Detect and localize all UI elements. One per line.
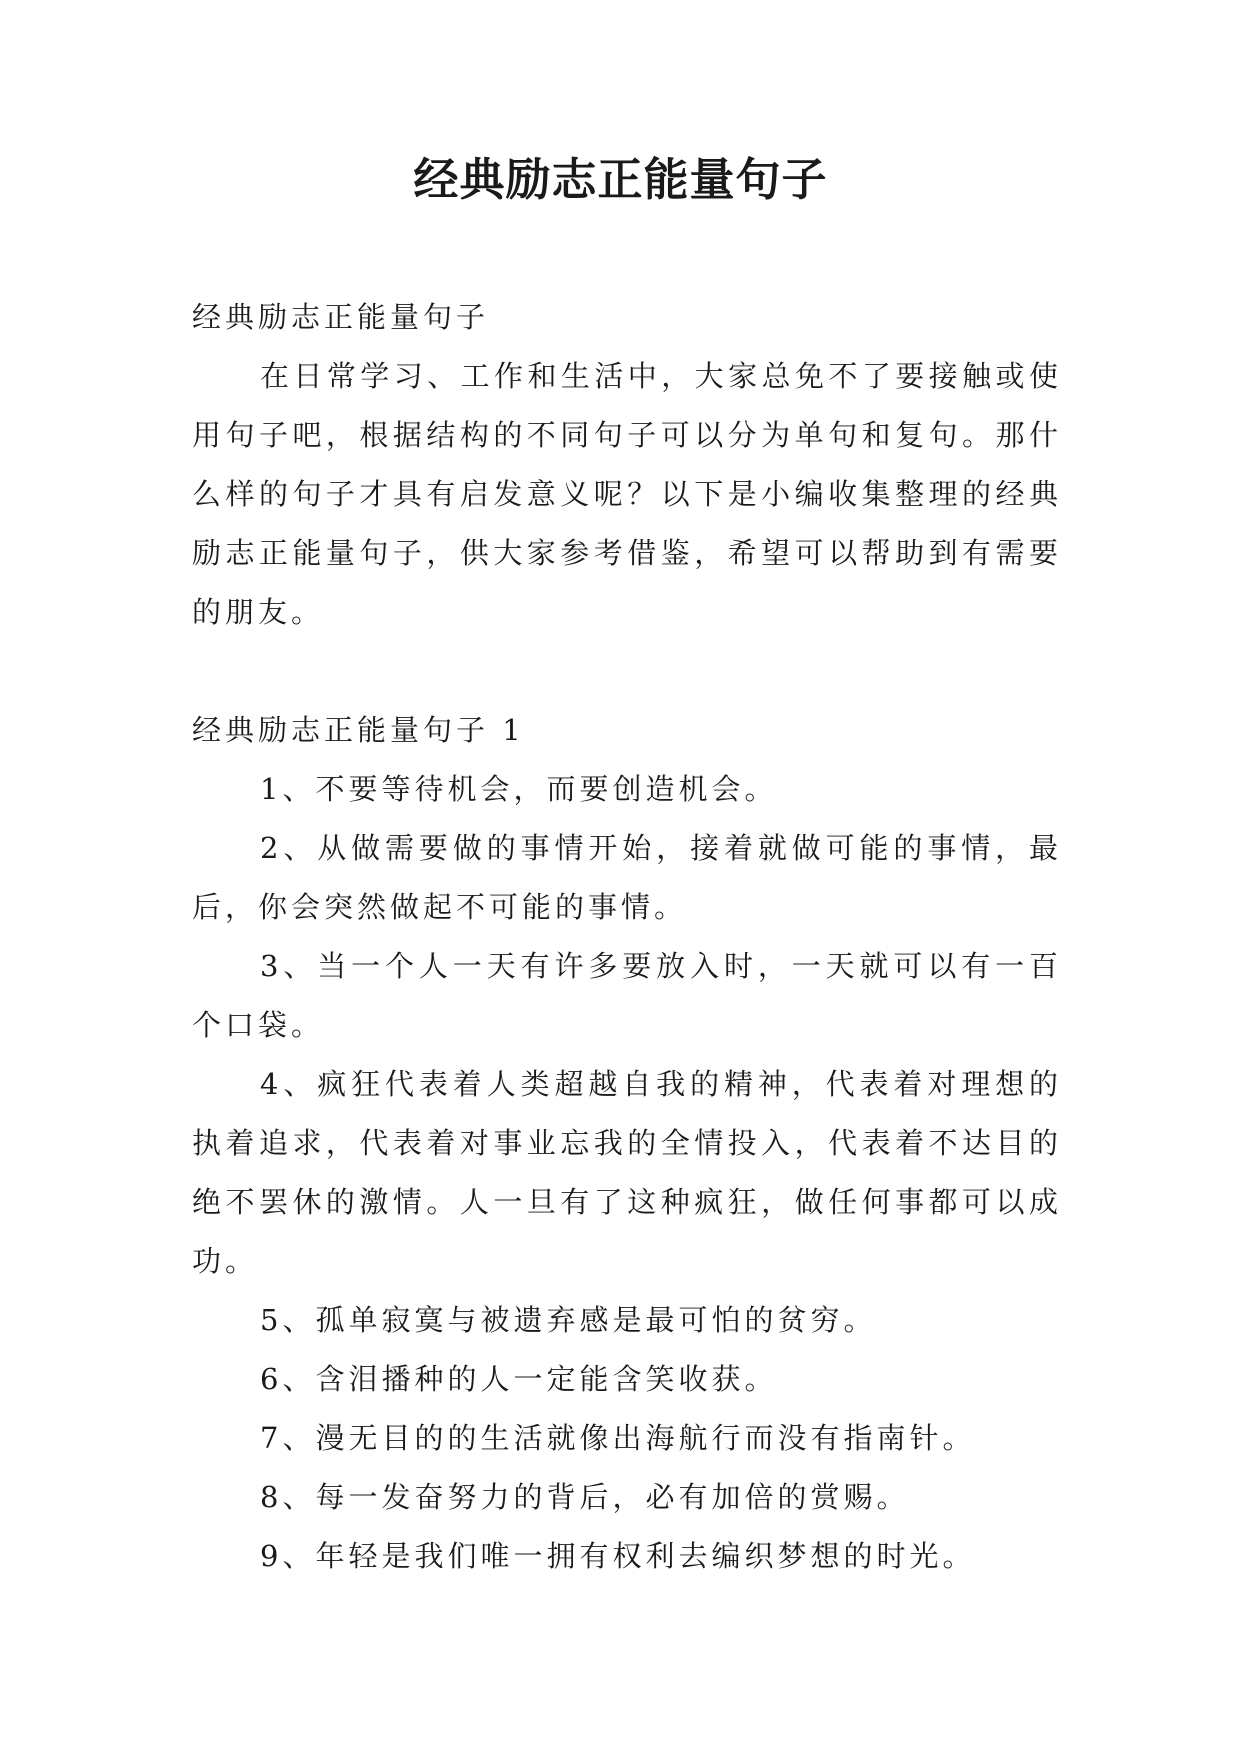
list-item: 2、从做需要做的事情开始，接着就做可能的事情，最后，你会突然做起不可能的事情。: [192, 831, 1062, 924]
intro-paragraph: 在日常学习、工作和生活中，大家总免不了要接触或使用句子吧，根据结构的不同句子可以分为单句和复句。那什么样的句子才具有启发意义呢？以下是小编收集整理的经典励志正能量句子，供大家参考借鉴，希望可以帮助到有需要的朋友。: [192, 359, 1062, 629]
list-item: 8、每一发奋努力的背后，必有加倍的赏赐。: [260, 1480, 910, 1514]
list-item: 9、年轻是我们唯一拥有权利去编织梦想的时光。: [260, 1539, 976, 1573]
list-item: 3、当一个人一天有许多要放入时，一天就可以有一百个口袋。: [192, 949, 1062, 1042]
list-item: 1、不要等待机会，而要创造机会。: [260, 772, 778, 806]
document-body: [192, 288, 1062, 1586]
list-item: 5、孤单寂寞与被遗弃感是最可怕的贫穷。: [260, 1303, 877, 1337]
list-item: 7、漫无目的的生活就像出海航行而没有指南针。: [260, 1421, 976, 1455]
list-item: 4、疯狂代表着人类超越自我的精神，代表着对理想的执着追求，代表着对事业忘我的全情投入，代表着不达目的绝不罢休的激情。人一旦有了这种疯狂，做任何事都可以成功。: [192, 1067, 1062, 1278]
paragraph-gap: [192, 642, 1062, 701]
list-item: 6、含泪播种的人一定能含笑收获。: [260, 1362, 778, 1396]
document-subtitle: 经典励志正能量句子: [192, 300, 490, 334]
document-title: 经典励志正能量句子: [413, 153, 828, 206]
section-heading: 经典励志正能量句子 1: [192, 713, 525, 747]
